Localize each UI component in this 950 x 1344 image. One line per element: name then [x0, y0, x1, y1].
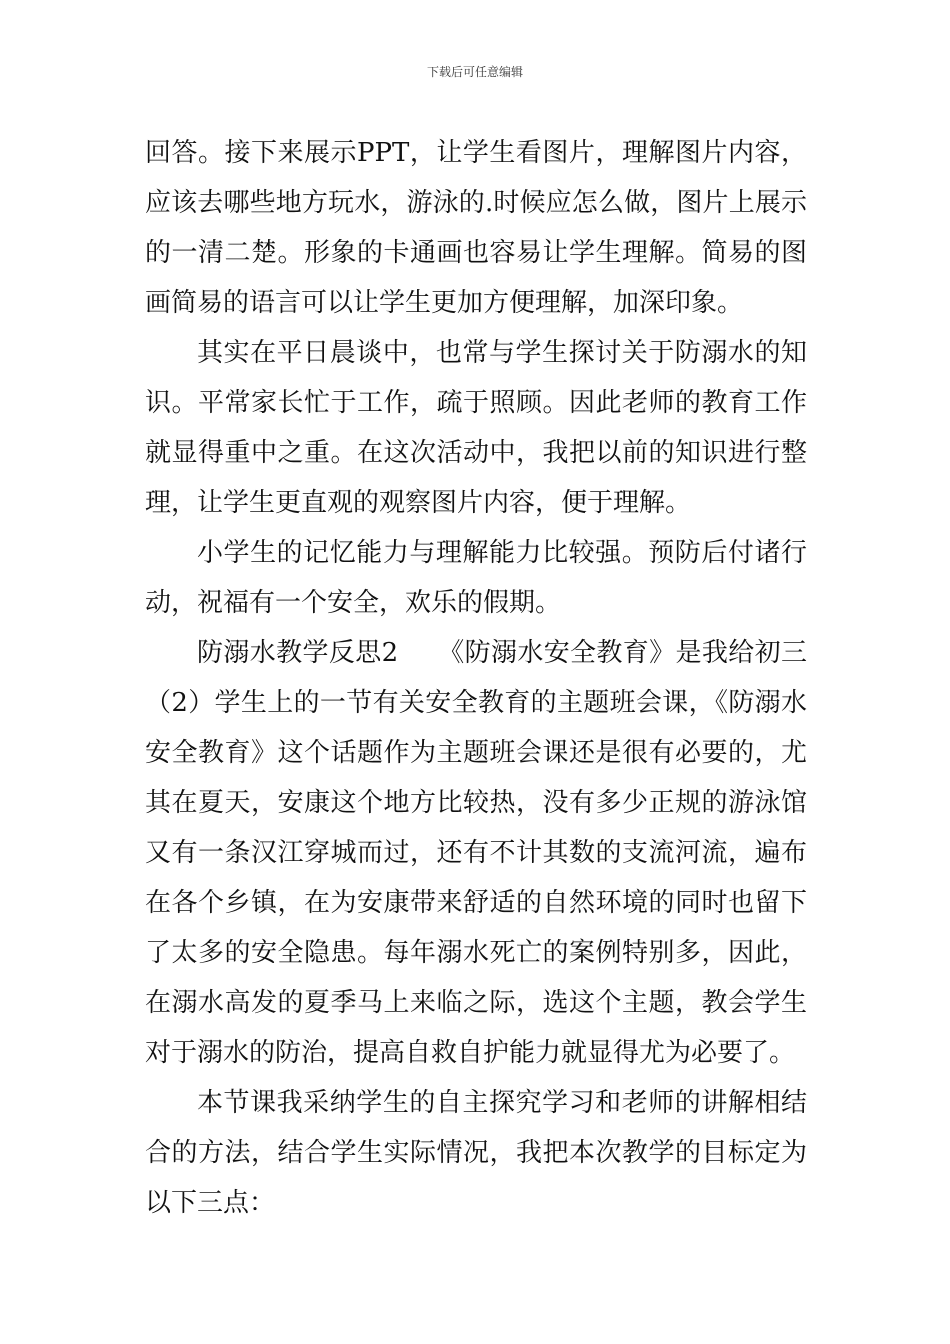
paragraph-1: 回答。接下来展示PPT，让学生看图片，理解图片内容，应该去哪些地方玩水，游泳的.时候应怎么做，图片上展示的一清二楚。形象的卡通画也容易让学生理解。简易的图画简易的语言可以让学生更加方便理解，加深印象。 — [145, 138, 807, 318]
page-header: 下载后可任意编辑 — [426, 65, 523, 79]
paragraph-4: 防溺水教学反思2 《防溺水安全教育》是我给初三（2）学生上的一节有关安全教育的主题班会课，《防溺水安全教育》这个话题作为主题班会课还是很有必要的，尤其在夏天，安康这个地方比较热，没有多少正规的游泳馆又有一条汉江穿城而过，还有不计其数的支流河流，遍布在各个乡镇，在为安康带来舒适的自然环境的同时也留下了太多的安全隐患。每年溺水死亡的案例特别多，因此，在溺水高发的夏季马上来临之际，选这个主题，教会学生对于溺水的防治，提高自救自护能力就显得尤为必要了。 — [145, 638, 807, 1068]
paragraph-3: 小学生的记忆能力与理解能力比较强。预防后付诸行动，祝福有一个安全，欢乐的假期。 — [145, 538, 807, 618]
paragraph-5: 本节课我采纳学生的自主探究学习和老师的讲解相结合的方法，结合学生实际情况，我把本次教学的目标定为以下三点： — [145, 1088, 807, 1218]
document-body — [145, 128, 807, 1228]
paragraph-2: 其实在平日晨谈中，也常与学生探讨关于防溺水的知识。平常家长忙于工作，疏于照顾。因此老师的教育工作就显得重中之重。在这次活动中，我把以前的知识进行整理，让学生更直观的观察图片内容，便于理解。 — [145, 338, 807, 518]
